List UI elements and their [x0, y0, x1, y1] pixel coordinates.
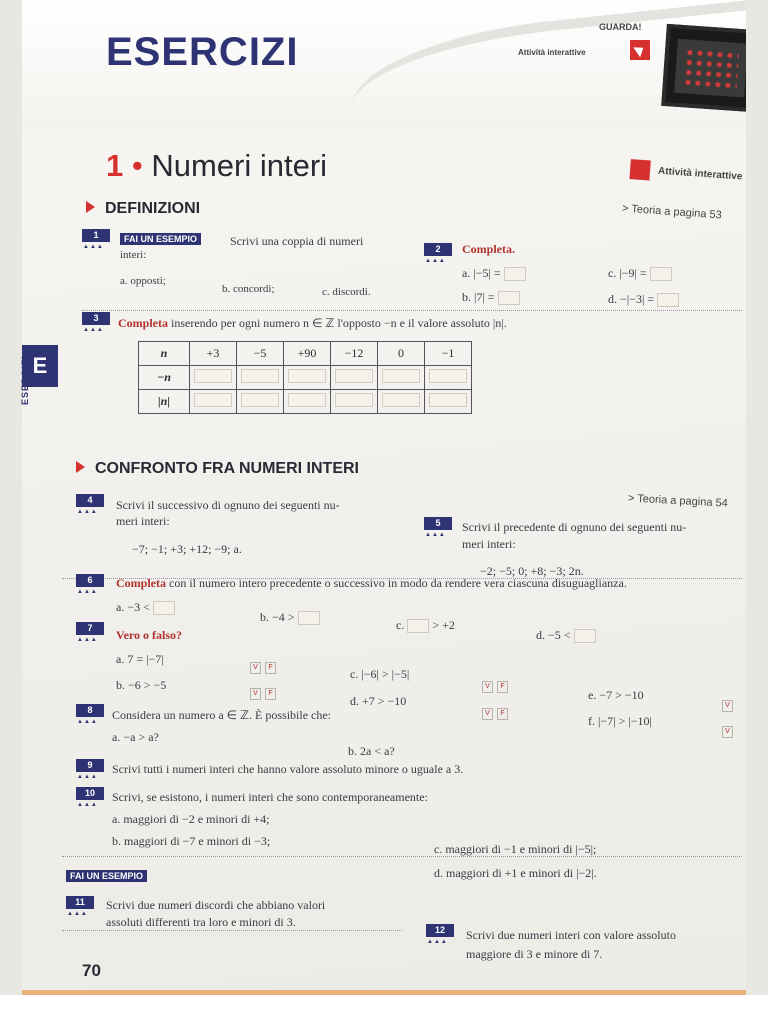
guarda-label: GUARDA! — [599, 22, 642, 32]
exercise-number: 9 — [76, 759, 104, 772]
item-c: c. |−6| > |−5| — [350, 667, 410, 681]
answer-cell[interactable] — [284, 366, 331, 390]
false-box[interactable]: F — [497, 681, 508, 693]
exercise-title: Completa. — [462, 242, 515, 256]
exercise-number: 7 — [76, 622, 104, 635]
row-label: |n| — [139, 390, 190, 414]
exercise-number: 5 — [424, 517, 452, 530]
table-cell: +90 — [284, 342, 331, 366]
item-b: b. −4 > — [260, 610, 320, 625]
exercise-text: Considera un numero a ∈ ℤ. È possibile che: — [112, 708, 332, 722]
true-box[interactable]: V — [482, 681, 493, 693]
fai-un-esempio-badge: FAI UN ESEMPIO — [120, 233, 201, 245]
option-b: b. concordi; — [222, 283, 275, 295]
true-false-boxes — [250, 684, 280, 700]
video-thumbnail[interactable] — [661, 24, 746, 112]
item-c: c. |−9| = — [608, 266, 672, 281]
item-b: b. −6 > −5 — [116, 678, 167, 692]
answer-cell[interactable] — [331, 390, 378, 414]
item-f: f. |−7| > |−10| — [588, 714, 652, 728]
answer-box[interactable] — [407, 619, 429, 633]
answer-box[interactable] — [574, 629, 596, 643]
item-d: d. −|−3| = — [608, 292, 679, 307]
item-c: c. > +2 — [396, 618, 455, 632]
exercise-text: meri interi: — [462, 537, 516, 551]
exercise-text: Scrivi una coppia di numeri — [230, 234, 364, 248]
table-cell: −1 — [425, 342, 472, 366]
true-false-boxes — [482, 677, 512, 693]
row-label: n — [139, 342, 190, 366]
item-c: c. maggiori di −1 e minori di |−5|; — [434, 842, 597, 856]
option-c: c. discordi. — [322, 286, 371, 298]
exercise-text: Scrivi due numeri interi con valore assoluto — [466, 928, 676, 942]
true-box[interactable]: V — [250, 662, 261, 674]
exercise-text: Scrivi il precedente di ognuno dei seguenti nu- — [462, 520, 687, 534]
table-cell: −5 — [237, 342, 284, 366]
item-a: a. −a > a? — [112, 730, 159, 744]
answer-cell[interactable] — [237, 390, 284, 414]
item-d: d. −5 < — [536, 628, 596, 643]
exercise-text: interi: — [120, 249, 147, 261]
cursor-icon — [629, 159, 650, 180]
table-row — [139, 342, 472, 366]
true-box[interactable]: V — [250, 688, 261, 700]
item-b: b. |7| = — [462, 290, 520, 305]
true-false-boxes — [482, 704, 512, 720]
exercise-number: 3 — [82, 312, 110, 325]
value-table — [138, 341, 472, 414]
exercise-number: 2 — [424, 243, 452, 256]
table-row — [139, 366, 472, 390]
exercise-text: Scrivi due numeri discordi che abbiano valori — [106, 898, 326, 912]
exercise-text: assoluti differenti tra loro e minori di 3. — [106, 915, 296, 929]
item-a: a. maggiori di −2 e minori di +4; — [112, 812, 270, 826]
answer-cell[interactable] — [190, 366, 237, 390]
attivita-interattive-section-link[interactable]: Attività interattive — [629, 159, 743, 187]
answer-cell[interactable] — [190, 390, 237, 414]
table-row — [139, 390, 472, 414]
confronto-heading: CONFRONTO FRA NUMERI INTERI — [76, 460, 359, 478]
exercise-title: Vero o falso? — [116, 628, 182, 642]
answer-box[interactable] — [650, 267, 672, 281]
bottom-margin — [0, 995, 768, 1024]
item-b: b. 2a < a? — [348, 744, 395, 758]
answer-box[interactable] — [153, 601, 175, 615]
section-title: 1 • Numeri interi — [106, 148, 328, 183]
number-list: −2; −5; 0; +8; −3; 2n. — [480, 564, 584, 578]
true-box: V — [722, 722, 737, 738]
table-cell: −12 — [331, 342, 378, 366]
exercise-number: 8 — [76, 704, 104, 717]
false-box[interactable]: F — [265, 662, 276, 674]
item-a: a. |−5| = — [462, 266, 526, 281]
exercise-text: Completa inserendo per ogni numero n ∈ ℤ l'opposto −n e il valore assoluto |n|. — [118, 316, 507, 330]
answer-cell[interactable] — [284, 390, 331, 414]
exercise-text: Scrivi tutti i numeri interi che hanno valore assoluto minore o uguale a 3. — [112, 762, 464, 776]
answer-box[interactable] — [504, 267, 526, 281]
option-a: a. opposti; — [120, 275, 166, 287]
bullet-icon — [86, 201, 95, 213]
exercise-number: 10 — [76, 787, 104, 800]
table-cell: 0 — [378, 342, 425, 366]
teoria-link[interactable]: > Teoria a pagina 53 — [621, 202, 723, 222]
exercise-text: Scrivi, se esistono, i numeri interi che sono contemporaneamente: — [112, 790, 428, 804]
exercise-text: maggiore di 3 e minore di 7. — [466, 947, 603, 961]
exercise-number: 1 — [82, 229, 110, 242]
answer-cell[interactable] — [331, 366, 378, 390]
exercise-text: Scrivi il successivo di ognuno dei seguenti nu- — [116, 498, 340, 512]
answer-cell[interactable] — [425, 366, 472, 390]
true-false-boxes — [250, 658, 280, 674]
answer-cell[interactable] — [237, 366, 284, 390]
item-a: a. 7 = |−7| — [116, 652, 164, 666]
side-label: ESERCIZI — [20, 355, 30, 405]
exercise-text: meri interi: — [116, 514, 170, 528]
item-b: b. maggiori di −7 e minori di −3; — [112, 834, 271, 848]
bullet-icon — [76, 461, 85, 473]
answer-cell[interactable] — [378, 390, 425, 414]
number-list: −7; −1; +3; +12; −9; a. — [132, 542, 242, 556]
answer-box[interactable] — [657, 293, 679, 307]
page-title: ESERCIZI — [106, 30, 299, 74]
cursor-icon[interactable] — [630, 40, 650, 60]
item-d: d. +7 > −10 — [350, 694, 407, 708]
exercise-number: 12 — [426, 924, 454, 937]
true-box[interactable]: V — [482, 708, 493, 720]
page-number: 70 — [82, 961, 101, 980]
textbook-page: ESERCIZI GUARDA! Attività interattive 1 • Numeri interi Attività interattive DEFINIZIONI > Teoria a pagina 53 1 ▲▲▲ FAI UN ESEMPIO Scrivi una coppia di numeri interi: a. opposti; b. concordi; c. discordi. 2 ▲▲▲ Completa. a. |−5| = b. |7| = c. |−9| = d. −|−3| = 3 ▲▲▲ Completa inserendo per ogni numero n ∈ ℤ l'opposto −n e il valore assoluto |n|. n +3 −5 +90 −12 0 −1 −n |n| CONFRONTO FRA NUMERI INTERI > Teoria a pagina 54 4 ▲▲▲ Scrivi il successivo di ognuno dei seguenti nu- meri interi: −7; −1; +3; +12; −9; a. 5 ▲▲▲ Scrivi il precedente di ognuno dei seguenti nu- meri interi: −2; −5; 0; +8; −3; 2n. 6 ▲▲▲ Completa con il numero intero precedente o successivo in modo da rendere vera ciascuna disuguaglianza. a. −3 < b. −4 > c. > +2 d. −5 < 7 ▲▲▲ Vero o falso? a. 7 = |−7| V F b. −6 > −5 V F c. |−6| > |−5| V F d. +7 > −10 V F e. −7 > −10 V f. |−7| > |−10| V 8 ▲▲▲ Considera un numero a ∈ ℤ. È possibile che: a. −a > a? b. 2a < a? 9 ▲▲▲ Scrivi tutti i numeri interi che hanno valore assoluto minore o uguale a 3. 10 ▲▲▲ Scrivi, se esistono, i numeri interi che sono contemporaneamente: a. maggiori di −2 e minori di +4; b. maggiori di −7 e minori di −3; c. maggiori di −1 e minori di |−5|; d. maggiori di +1 e minori di |−2|. FAI UN ESEMPIO 11 ▲▲▲ Scrivi due numeri discordi che abbiano valori assoluti differenti tra loro e minori di 3. 12 ▲▲▲ Scrivi due numeri interi con valore assoluto maggiore di 3 e minore di 7. 70 — [22, 0, 746, 995]
answer-cell[interactable] — [425, 390, 472, 414]
item-d: d. maggiori di +1 e minori di |−2|. — [434, 866, 597, 880]
item-a: a. −3 < — [116, 600, 175, 615]
attivita-interattive-link[interactable]: Attività interattive — [518, 48, 586, 57]
section-tab: E — [22, 345, 58, 387]
answer-box[interactable] — [298, 611, 320, 625]
exercise-text: Completa con il numero intero precedente o successivo in modo da rendere vera ciascuna disuguaglianza. — [116, 576, 627, 590]
exercise-number: 11 — [66, 896, 94, 909]
exercise-number: 6 — [76, 574, 104, 587]
definizioni-heading: DEFINIZIONI — [86, 200, 200, 218]
false-box[interactable]: F — [497, 708, 508, 720]
answer-box[interactable] — [498, 291, 520, 305]
exercise-number: 4 — [76, 494, 104, 507]
true-box: V — [722, 696, 737, 712]
fai-un-esempio-badge: FAI UN ESEMPIO — [66, 870, 147, 882]
false-box[interactable]: F — [265, 688, 276, 700]
answer-cell[interactable] — [378, 366, 425, 390]
item-e: e. −7 > −10 — [588, 688, 644, 702]
row-label: −n — [139, 366, 190, 390]
teoria-link[interactable]: > Teoria a pagina 54 — [627, 492, 729, 510]
table-cell: +3 — [190, 342, 237, 366]
